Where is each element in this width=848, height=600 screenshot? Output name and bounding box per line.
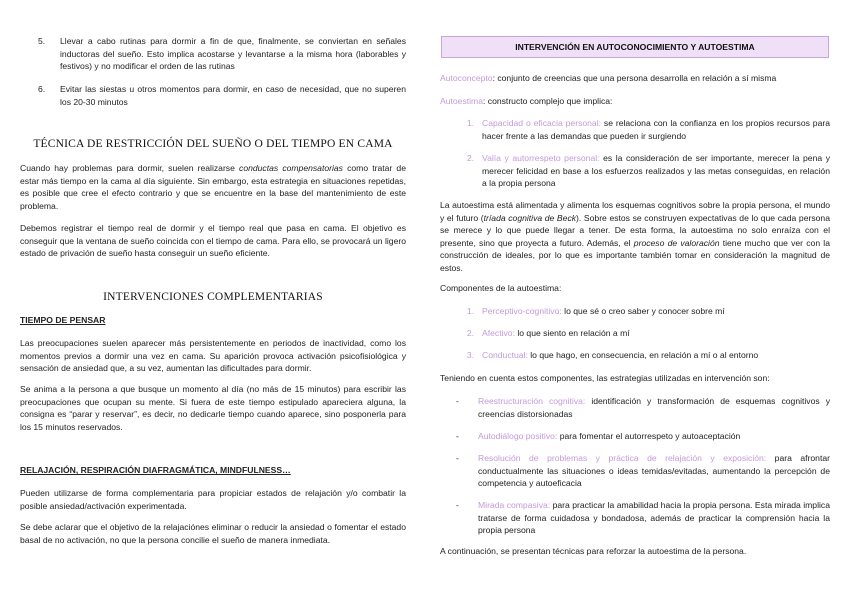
item-label: Conductual:	[482, 350, 528, 360]
item-text: lo que siento en relación a mí	[514, 328, 630, 338]
text-run: ). Sobre estos se construyen expectativas de lo que cada persona se merece y lo que puede llegar a tener. De esta forma, la autoestima no solo enraíza con el presente, sino que proyecta a futuro. Además, el	[440, 212, 830, 248]
list-item	[440, 327, 830, 340]
paragraph: Debemos registrar el tiempo real de dormir y el tiempo real que pasa en cama. El objetivo es conseguir que la ventana de sueño coincida con el tiempo de cama. Para ello, se provocará un ligero estado de privación de sueño hasta conseguir un sueño eficiente.	[20, 223, 406, 259]
closing-paragraph: A continuación, se presentan técnicas para reforzar la autoestima de la persona.	[440, 546, 747, 556]
text-run: tiene mucho que ver con la construcción de ideales, por lo que es importante también tomar en consideración la magnitud de estos.	[440, 237, 830, 273]
paragraph	[20, 162, 406, 212]
item-text: lo que sé o creo saber y conocer sobre mí	[561, 306, 725, 316]
bullet: -	[456, 431, 459, 441]
list-item	[440, 117, 830, 142]
term-text: : conjunto de creencias que una persona desarrolla en relación a sí misma	[492, 73, 777, 83]
term-text: : constructo complejo que implica:	[483, 96, 613, 106]
list-number: 3.	[466, 350, 474, 360]
item-text: identificación y transformación de esquemas cognitivos y creencias distorsionadas	[478, 396, 831, 419]
text-run: La autoestima está alimentada y alimenta los esquemas cognitivos sobre la propia persona, el mundo y el futuro (	[440, 200, 830, 223]
item-text: se relaciona con la confianza en los propios recursos para hacer frente a las demandas que pueden ir surgiendo	[482, 118, 830, 141]
list-item	[440, 349, 830, 362]
term-label: Autoestima	[440, 96, 483, 106]
bullet: -	[456, 396, 459, 406]
list-item	[440, 305, 830, 318]
list-text	[476, 152, 830, 190]
list-item	[440, 395, 830, 420]
list-text	[476, 117, 830, 142]
paragraph: Pueden utilizarse de forma complementaria para propiciar estados de relajación y/o combatir la posible ansiedad/activación experimentada.	[20, 488, 406, 511]
list-number: 2.	[466, 328, 474, 338]
list-item	[440, 499, 830, 537]
list-item	[20, 83, 406, 108]
list-text	[478, 452, 830, 490]
paragraph: Se debe aclarar que el objetivo de la relajaciónes eliminar o reducir la ansiedad o fomentar el estado basal de no activación, no que la persona concilie el sueño de manera inmediata.	[20, 522, 406, 545]
paragraph	[440, 199, 830, 275]
list-item	[440, 452, 830, 490]
list-number: 1.	[466, 118, 474, 128]
list-number: 6.	[38, 84, 46, 94]
list-text	[478, 499, 830, 537]
list-number: 1.	[466, 306, 474, 316]
item-label: Afectivo:	[482, 328, 515, 338]
emphasis-text: conductas compensatorias	[239, 163, 343, 173]
list-text	[478, 430, 830, 443]
term-label: Autoconcepto	[440, 73, 493, 83]
section-title-restriccion: TÉCNICA DE RESTRICCIÓN DEL SUEÑO O DEL TIEMPO EN CAMA	[33, 138, 393, 150]
text-run: como tratar de estar más tiempo en la cama al día siguiente. Sin embargo, esta estrategia en situaciones repetidas, es posible que cree el efecto contrario y que se encuentre en la base del mantenimiento de este problema.	[20, 163, 406, 211]
components-heading: Componentes de la autoestima:	[440, 283, 562, 293]
definition-autoconcepto	[440, 72, 830, 85]
strategies-intro: Teniendo en cuenta estos componentes, las estrategias utilizadas en intervención son:	[440, 373, 770, 383]
item-text: es la consideración de ser importante, merecer la pena y merecer felicidad en base a los esfuerzos realizados y las metas conseguidas, en relación a la propia persona	[482, 153, 831, 189]
section-title-box: INTERVENCIÓN EN AUTOCONOCIMIENTO Y AUTOESTIMA	[441, 36, 829, 58]
item-text: para afrontar conductualmente las situaciones o ideas temidas/evitadas, aumentando la percepción de competencia y autoeficacia	[478, 453, 830, 489]
list-item	[440, 430, 830, 443]
bullet: -	[456, 500, 459, 510]
list-text	[476, 305, 830, 318]
list-item	[20, 35, 406, 73]
item-label: Perceptivo-cognitivo:	[482, 306, 562, 316]
text-run: Cuando hay problemas para dormir, suelen realizarse	[20, 163, 240, 173]
list-text: Llevar a cabo rutinas para dormir a fin de que, finalmente, se conviertan en señales inductoras del sueño. Esto implica acostarse y levantarse a la misma hora (laborables y festivos) y no modificar el orden de las rutinas	[60, 36, 406, 72]
paragraph: Las preocupaciones suelen aparecer más persistentemente en periodos de inactividad, como los momentos previos a dormir una vez en cama. Su aparición provoca activación psicofisiológica y sensación de ansiedad que, a su vez, aumentan las dificultades para dormir.	[20, 338, 406, 374]
subheading-tiempo-de-pensar: TIEMPO DE PENSAR	[20, 315, 106, 325]
list-text	[476, 327, 830, 340]
item-text: para practicar la amabilidad hacia la propia persona. Esta mirada implica tratarse de forma cuidadosa y bondadosa, además de practicar la comprensión hacia la propia persona	[478, 500, 830, 536]
item-label: Mirada compasiva:	[478, 500, 551, 510]
section-title-complementarias: INTERVENCIONES COMPLEMENTARIAS	[103, 291, 323, 303]
item-label: Resolución de problemas y práctica de relajación y exposición:	[478, 453, 767, 463]
emphasis-text: proceso de valoración	[633, 237, 720, 248]
item-label: Capacidad o eficacia personal:	[482, 118, 602, 128]
bullet: -	[456, 453, 459, 463]
paragraph: Se anima a la persona a que busque un momento al día (no más de 15 minutos) para escribir las preocupaciones que ocupan su mente. Si fuera de este tiempo estipulado apareciera alguna, la consigna es “parar y reservar”, es decir, no dedicarle tiempo cuando aparece, sino posponerla para los 15 minutos reservados.	[20, 384, 406, 432]
item-label: Autodiálogo positivo:	[478, 431, 558, 441]
item-text: lo que hago, en consecuencia, en relación a mí o al entorno	[527, 350, 759, 360]
list-text	[478, 395, 830, 420]
definition-autoestima	[440, 95, 830, 108]
list-item	[440, 152, 830, 190]
list-number: 2.	[466, 153, 474, 163]
item-text: para fomentar el autorrespeto y autoaceptación	[557, 431, 741, 441]
item-label: Reestructuración cognitiva:	[478, 396, 586, 406]
list-number: 5.	[38, 36, 46, 46]
item-label: Valía y autorrespeto personal:	[482, 153, 600, 163]
subheading-relajacion: RELAJACIÓN, RESPIRACIÓN DIAFRAGMÁTICA, MINDFULNESS…	[20, 465, 291, 475]
list-text: Evitar las siestas u otros momentos para dormir, en caso de necesidad, que no superen los 20-30 minutos	[60, 84, 406, 107]
emphasis-text: tríada cognitiva de Beck	[483, 212, 577, 223]
list-text	[476, 349, 830, 362]
